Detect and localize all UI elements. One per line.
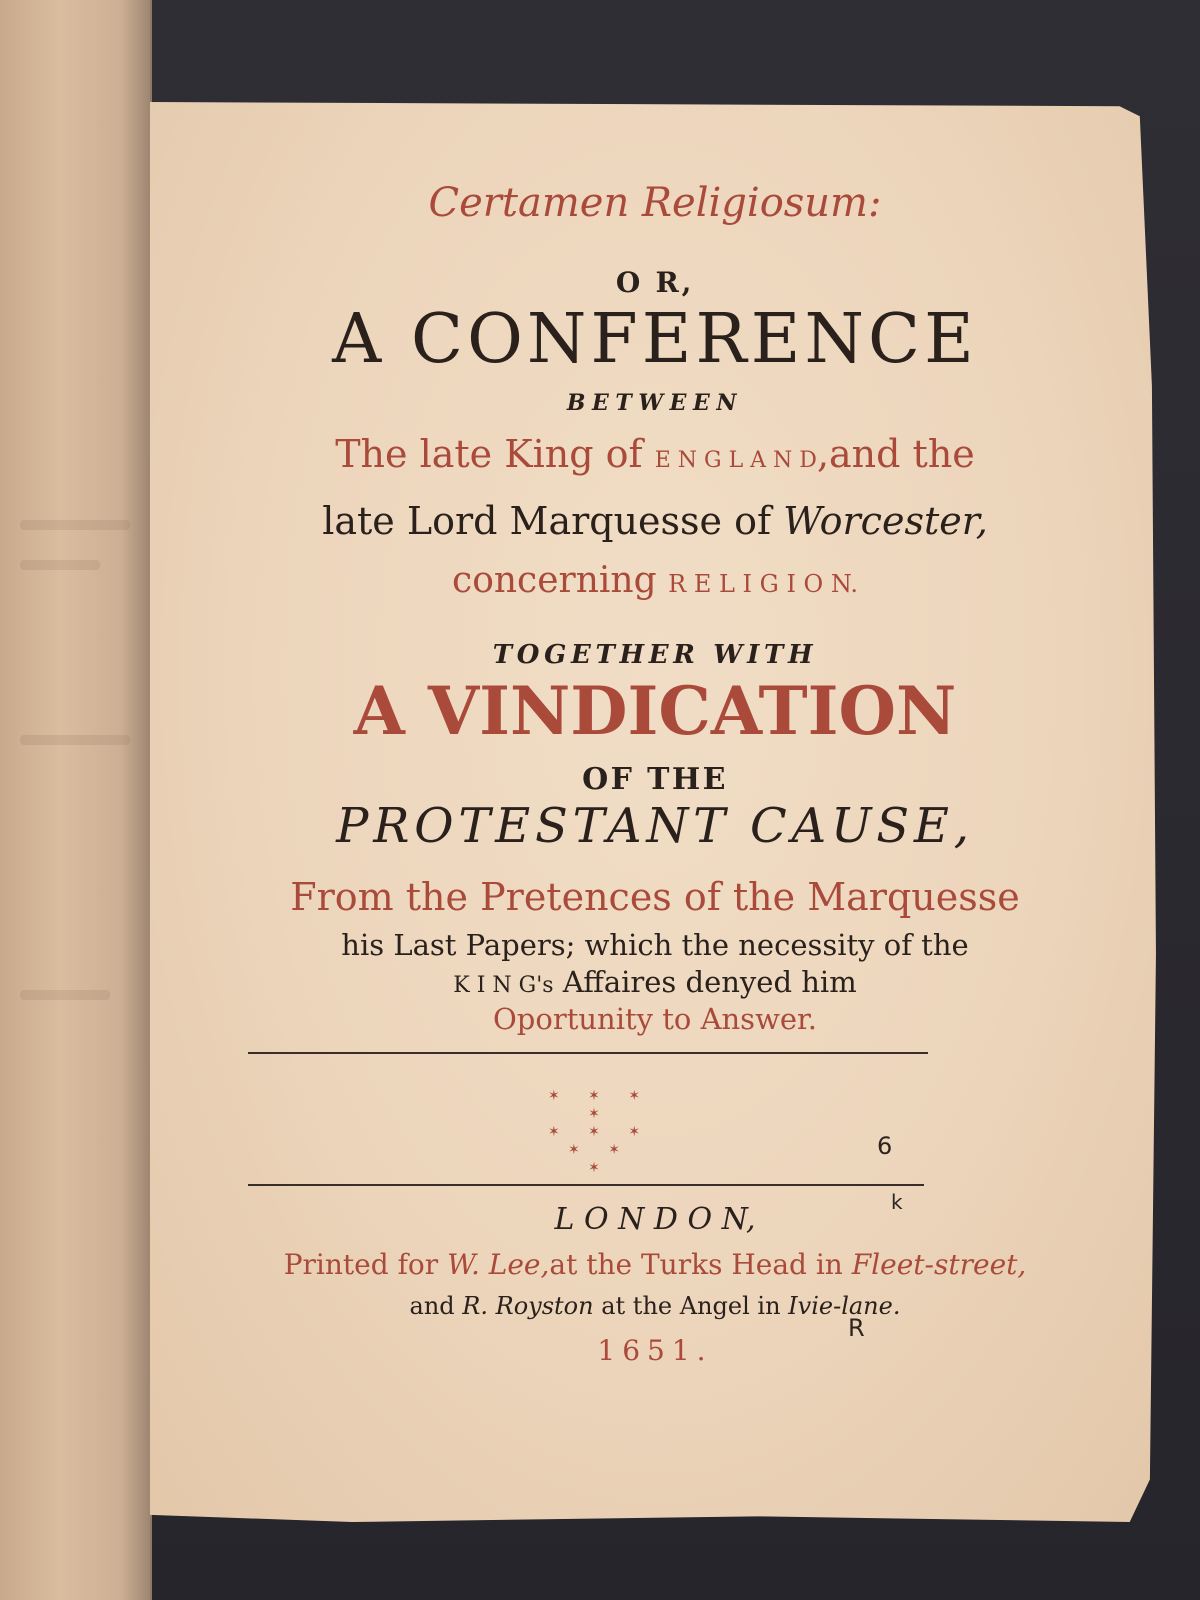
printed-for: Printed for xyxy=(283,1248,439,1281)
printed-location: at the Turks Head in xyxy=(549,1248,843,1281)
left-page-bleed-text xyxy=(20,560,100,570)
left-page-bleed-text xyxy=(20,520,130,530)
or-line: O R, xyxy=(615,266,695,299)
and-line xyxy=(150,1292,1160,1320)
royston-name: R. Royston xyxy=(462,1292,594,1320)
pencil-mark-k: k xyxy=(891,1190,903,1214)
papers-line: his Last Papers; which the necessity of the xyxy=(341,928,969,962)
vindication-heading: A VINDICATION xyxy=(353,672,957,750)
left-page xyxy=(0,0,152,1600)
kings-line xyxy=(150,965,1160,999)
printed-line xyxy=(150,1248,1160,1281)
title-line-3 xyxy=(150,560,1160,601)
from-line: From the Pretences of the Marquesse xyxy=(290,875,1020,919)
title-line-2 xyxy=(150,499,1160,543)
pencil-mark-6: 6 xyxy=(877,1132,893,1160)
top-rule xyxy=(248,1052,928,1054)
fleet-street: Fleet-street, xyxy=(851,1248,1027,1281)
title-line-2-text: late Lord Marquesse of xyxy=(322,499,772,543)
title-line-1 xyxy=(150,432,1160,476)
angel-location: at the Angel in xyxy=(601,1292,781,1320)
latin-title: Certamen Religiosum: xyxy=(428,180,882,226)
oportunity-line: Oportunity to Answer. xyxy=(493,1002,817,1036)
together-with: TOGETHER WITH xyxy=(492,640,818,670)
worcester-word: Worcester, xyxy=(783,499,988,543)
and-word: and xyxy=(409,1292,455,1320)
star-ornament: ✶ ✶ ✶ ✶ ✶ ✶ ✶ ✶ ✶ ✶ xyxy=(547,1088,653,1176)
between-line: BETWEEN xyxy=(566,390,744,416)
pencil-mark-r: R xyxy=(848,1314,865,1342)
title-line-1-text: The late King of xyxy=(335,432,643,476)
left-page-bleed-text xyxy=(20,990,110,1000)
title-line-3-text: concerning xyxy=(452,560,657,601)
protestant-cause: PROTESTANT CAUSE, xyxy=(336,798,974,854)
printer-name: W. Lee, xyxy=(447,1248,550,1281)
title-page xyxy=(150,102,1160,1522)
england-word: E N G L A N D xyxy=(654,448,817,473)
kings-line-text: Affaires denyed him xyxy=(562,965,857,999)
kings-word: K I N G's xyxy=(453,973,554,998)
left-page-bleed-text xyxy=(20,735,130,745)
year-line: 1651. xyxy=(597,1334,713,1367)
bottom-rule xyxy=(248,1184,924,1186)
title-line-1-end: ,and the xyxy=(816,432,975,476)
religion-word: R E L I G I O N. xyxy=(668,570,858,598)
main-heading: A CONFERENCE xyxy=(332,300,978,379)
ivie-lane: Ivie-lane. xyxy=(788,1292,901,1320)
of-the-line: OF THE xyxy=(582,762,728,797)
london-line: L O N D O N, xyxy=(554,1202,756,1237)
